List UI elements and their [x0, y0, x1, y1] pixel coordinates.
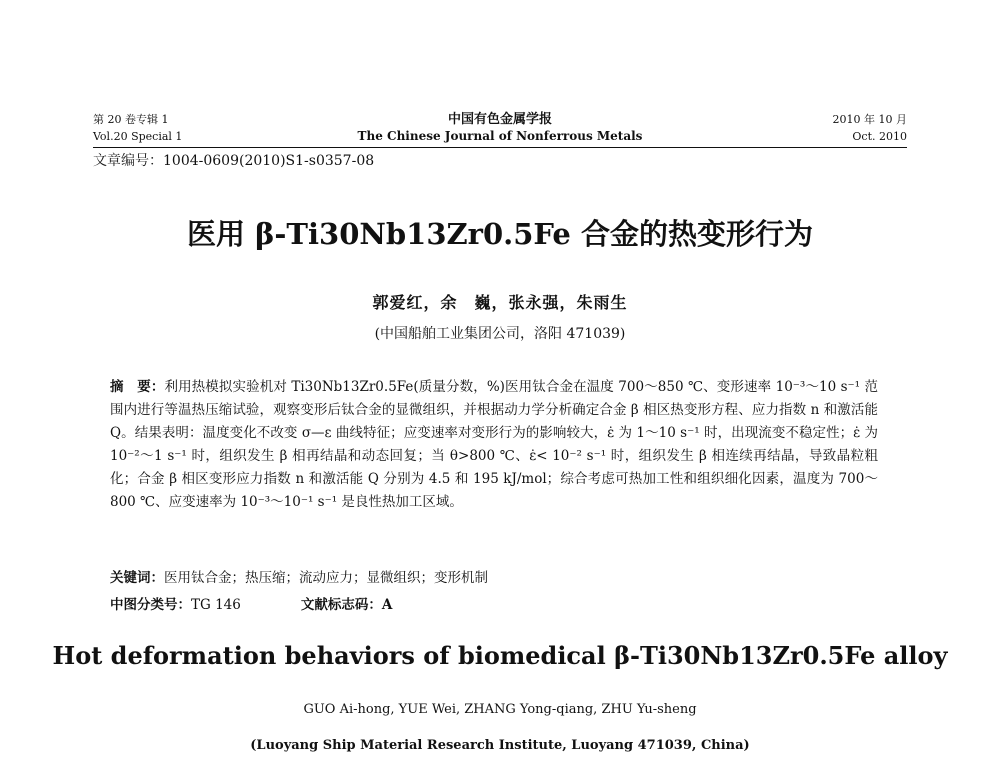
article-number [93, 152, 374, 170]
header-rule [93, 147, 907, 148]
running-header [93, 113, 907, 147]
clc-label: 中图分类号： [110, 597, 191, 613]
date-zh: 2010 年 10 月 [832, 113, 907, 126]
issue-en: Vol.20 Special 1 [93, 130, 183, 143]
issue-zh: 第 20 卷专辑 1 [93, 113, 169, 126]
article-number-value: 1004-0609(2010)S1-s0357-08 [163, 153, 375, 169]
authors-zh: 郭爱红，余 巍，张永强，朱雨生 [372, 293, 628, 312]
authors-en: GUO Ai-hong, YUE Wei, ZHANG Yong-qiang, ZHU Yu-sheng [303, 702, 697, 717]
doc-code-label: 文献标志码： [300, 597, 382, 613]
journal-title-en: The Chinese Journal of Nonferrous Metals [357, 129, 643, 143]
abstract-text: 利用热模拟实验机对 Ti30Nb13Zr0.5Fe(质量分数，%)医用钛合金在温度 700～850 ℃、变形速率 10⁻³～10 s⁻¹ 范围内进行等温热压缩试验，观察变形后钛合金的显微组织，并根据动力学分析确定合金 β 相区热变形方程、应力指数 n 和激活能 Q。结果表明：温度变化不改变 σ—ε 曲线特征；应变速率对变形行为的影响较大，ε̇ 为 1～10 s⁻¹ 时，出现流变不稳定性；ε̇ 为 10⁻²～1 s⁻¹ 时，组织发生 β 相再结晶和动态回复；当 θ>800 ℃、ε̇< 10⁻² s⁻¹ 时，组织发生 β 相连续再结晶，导致晶粒粗化；合金 β 相区变形应力指数 n 和激活能 Q 分别为 4.5 和 195 kJ/mol；综合考虑可热加工性和组织细化因素，温度为 700～800 ℃、应变速率为 10⁻³～10⁻¹ s⁻¹ 是良性热加工区域。 [110, 379, 879, 510]
abstract-zh [110, 376, 878, 514]
affiliation-zh: (中国船舶工业集团公司，洛阳 471039) [374, 326, 626, 342]
affiliation-en: (Luoyang Ship Material Research Institute, Luoyang 471039, China) [250, 738, 750, 753]
keywords-text: 医用钛合金；热压缩；流动应力；显微组织；变形机制 [164, 570, 488, 586]
clc-value: TG 146 [191, 597, 241, 613]
abstract-label: 摘 要： [110, 379, 165, 395]
keywords [110, 568, 878, 588]
keywords-label: 关键词： [110, 570, 164, 586]
classification [110, 595, 878, 615]
paper-title-en: Hot deformation behaviors of biomedical β-Ti30Nb13Zr0.5Fe alloy [52, 641, 948, 670]
journal-title-zh: 中国有色金属学报 [447, 112, 552, 127]
article-number-label: 文章编号： [93, 153, 163, 169]
paper-title-zh: 医用 β-Ti30Nb13Zr0.5Fe 合金的热变形行为 [187, 217, 813, 251]
doc-code-value: A [381, 597, 393, 613]
date-en: Oct. 2010 [852, 130, 907, 143]
